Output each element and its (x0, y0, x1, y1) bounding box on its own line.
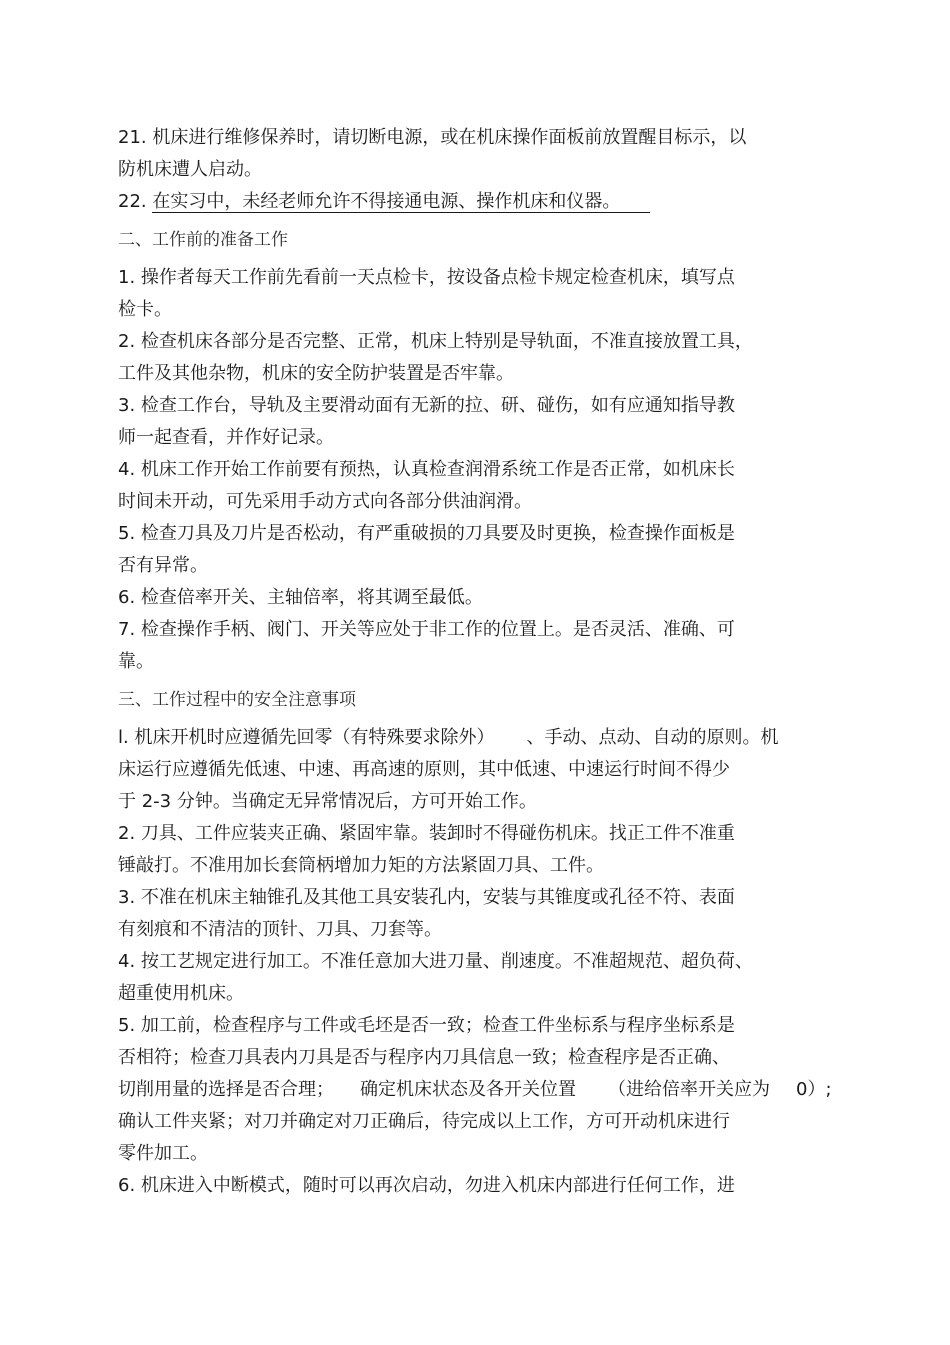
section-heading: 二、工作前的准备工作 (118, 230, 288, 250)
text-line: 7. 检查操作手柄、阀门、开关等应处于非工作的位置上。是否灵活、准确、可 (118, 619, 735, 640)
text-line: 3. 不准在机床主轴锥孔及其他工具安装孔内，安装与其锥度或孔径不符、表面 (118, 887, 735, 908)
text-segment: 确定机床状态及各开关位置 (360, 1079, 576, 1100)
text-line: 师一起查看，并作好记录。 (118, 427, 334, 448)
text-line: 4. 机床工作开始工作前要有预热，认真检查润滑系统工作是否正常，如机床长 (118, 459, 735, 480)
text-line: 防机床遭人启动。 (118, 159, 262, 180)
text-line: 2. 刀具、工件应装夹正确、紧固牢靠。装卸时不得碰伤机床。找正工件不准重 (118, 823, 735, 844)
list-item (118, 722, 878, 818)
text-segment: l. 机床开机时应遵循先回零（有特殊要求除外） (118, 727, 495, 748)
text-line: 4. 按工艺规定进行加工。不准任意加大进刀量、削速度。不准超规范、超负荷、 (118, 951, 753, 972)
underlined-text: 在实习中，未经老师允许不得接通电源、操作机床和仪器。 (152, 192, 650, 213)
text-line: 3. 检查工作台，导轨及主要滑动面有无新的拉、研、碰伤，如有应通知指导教 (118, 395, 735, 416)
text-line: 6. 机床进入中断模式，随时可以再次启动，勿进入机床内部进行任何工作，进 (118, 1175, 735, 1196)
text-line: 6. 检查倍率开关、主轴倍率，将其调至最低。 (118, 587, 483, 608)
text-line: 工件及其他杂物，机床的安全防护装置是否牢靠。 (118, 363, 514, 384)
text-line: 确认工件夹紧；对刀并确定对刀正确后，待完成以上工作，方可开动机床进行 (118, 1111, 730, 1132)
text-line: 零件加工。 (118, 1143, 208, 1164)
text-line: 时间未开动，可先采用手动方式向各部分供油润滑。 (118, 491, 532, 512)
list-item (118, 1170, 878, 1202)
text-line: 21. 机床进行维修保养时，请切断电源，或在机床操作面板前放置醒目标示，以 (118, 127, 747, 148)
list-item (118, 390, 878, 454)
text-line: 床运行应遵循先低速、中速、再高速的原则，其中低速、中速运行时间不得少 (118, 759, 730, 780)
list-item (118, 186, 878, 218)
text-line: 2. 检查机床各部分是否完整、正常，机床上特别是导轨面，不准直接放置工具， (118, 331, 753, 352)
text-segment: 0）; (796, 1079, 832, 1100)
list-item (118, 614, 878, 678)
text-line: 于 2-3 分钟。当确定无异常情况后，方可开始工作。 (118, 791, 537, 812)
list-item (118, 818, 878, 882)
text-line: 1. 操作者每天工作前先看前一天点检卡，按设备点检卡规定检查机床，填写点 (118, 267, 735, 288)
list-item (118, 946, 878, 1010)
text-line: 靠。 (118, 651, 154, 672)
list-item (118, 1010, 878, 1170)
list-item (118, 454, 878, 518)
text-line: 5. 检查刀具及刀片是否松动，有严重破损的刀具要及时更换，检查操作面板是 (118, 523, 735, 544)
text-segment: （进给倍率开关应为 (608, 1079, 770, 1100)
text-segment: 切削用量的选择是否合理； (118, 1079, 334, 1100)
text-segment: 、手动、点动、自动的原则。机 (526, 727, 779, 748)
list-item (118, 262, 878, 326)
list-item (118, 326, 878, 390)
text-line: 有刻痕和不清洁的顶针、刀具、刀套等。 (118, 919, 442, 940)
text-line: 锤敲打。不准用加长套筒柄增加力矩的方法紧固刀具、工件。 (118, 855, 604, 876)
list-item (118, 882, 878, 946)
list-item (118, 518, 878, 582)
text-line: 检卡。 (118, 299, 172, 320)
document-page (118, 122, 878, 1202)
item-number: 22. (118, 191, 153, 212)
text-line: 超重使用机床。 (118, 983, 244, 1004)
text-line: 否有异常。 (118, 555, 208, 576)
text-line: 5. 加工前，检查程序与工件或毛坯是否一致；检查工件坐标系与程序坐标系是 (118, 1015, 735, 1036)
text-line: 否相符；检查刀具表内刀具是否与程序内刀具信息一致；检查程序是否正确、 (118, 1047, 730, 1068)
list-item (118, 582, 878, 614)
list-item (118, 122, 878, 186)
section-heading: 三、工作过程中的安全注意事项 (118, 690, 356, 710)
